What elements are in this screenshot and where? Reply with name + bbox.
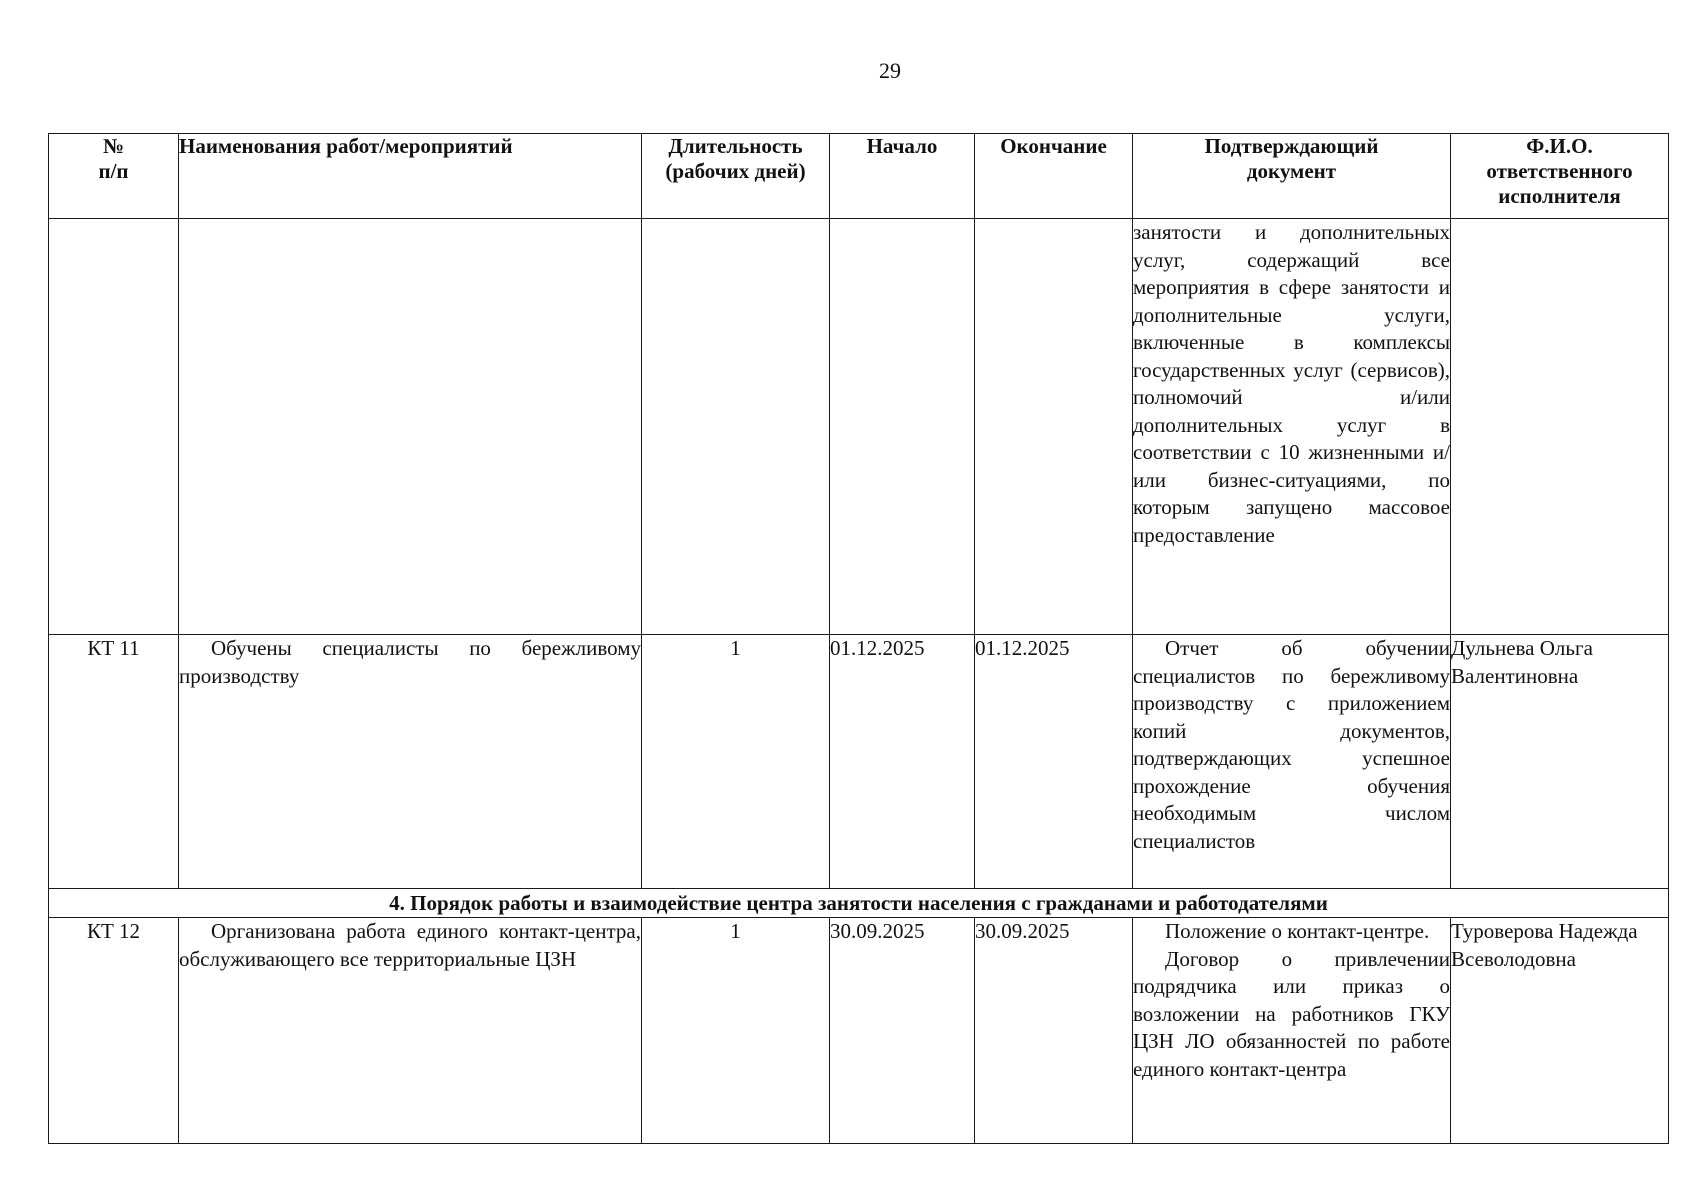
work-plan-table: [48, 133, 1669, 1144]
cell-responsible: Туроверова Надежда Всеволодовна: [1451, 918, 1669, 1144]
section-title: 4. Порядок работы и взаимодействие центра занятости населения с гражданами и работодателями: [49, 889, 1669, 918]
table-row-kt12: [49, 918, 1669, 1144]
cell-empty: [1451, 219, 1669, 635]
cell-start-date: 01.12.2025: [830, 635, 975, 889]
cell-document-continuation: [1133, 219, 1451, 635]
header-document: Подтверждающий документ: [1133, 134, 1451, 219]
document-text-1: Положение о контакт-центре.: [1165, 919, 1430, 943]
header-start: Начало: [830, 134, 975, 219]
document-text: Отчет об обучении специалистов по бережливому производству с приложением копий документов, подтверждающих успешное прохождение обучения необходимым числом специалистов: [1133, 636, 1450, 853]
table-row-kt11: [49, 635, 1669, 889]
cell-start-date: 30.09.2025: [830, 918, 975, 1144]
cell-work-name: Организована работа единого контакт-центра, обслуживающего все территориальные ЦЗН: [179, 918, 642, 1144]
header-number: № п/п: [49, 134, 179, 219]
header-work-name: Наименования работ/мероприятий: [179, 134, 642, 219]
header-duration: Длительность (рабочих дней): [642, 134, 830, 219]
cell-duration: 1: [642, 918, 830, 1144]
section-heading-row: [49, 889, 1669, 918]
cell-duration: 1: [642, 635, 830, 889]
document-text-2: Договор о привлечении подрядчика или приказ о возложении на работников ГКУ ЦЗН ЛО обязанностей по работе единого контакт-центра: [1133, 946, 1450, 1081]
cell-empty: [975, 219, 1133, 635]
page-number: 29: [879, 58, 901, 83]
cell-document: [1133, 918, 1451, 1144]
cell-work-name: Обучены специалисты по бережливому производству: [179, 635, 642, 889]
cell-document: [1133, 635, 1451, 889]
cell-number: КТ 11: [49, 635, 179, 889]
cell-number: КТ 12: [49, 918, 179, 1144]
header-end: Окончание: [975, 134, 1133, 219]
cell-empty: [642, 219, 830, 635]
document-text: занятости и дополнительных услуг, содержащий все мероприятия в сфере занятости и дополнительные услуги, включенные в комплексы государственных услуг (сервисов), полномочий и/или дополнительных услуг в соответствии с 10 жизненными и/или бизнес-ситуациями, по которым запущено массовое предоставление: [1133, 220, 1450, 547]
header-responsible: Ф.И.О. ответственного исполнителя: [1451, 134, 1669, 219]
cell-responsible: Дульнева Ольга Валентиновна: [1451, 635, 1669, 889]
cell-end-date: 30.09.2025: [975, 918, 1133, 1144]
cell-end-date: 01.12.2025: [975, 635, 1133, 889]
cell-empty: [830, 219, 975, 635]
table-row-continuation: [49, 219, 1669, 635]
table-header-row: [49, 134, 1669, 219]
cell-empty: [179, 219, 642, 635]
cell-empty: [49, 219, 179, 635]
